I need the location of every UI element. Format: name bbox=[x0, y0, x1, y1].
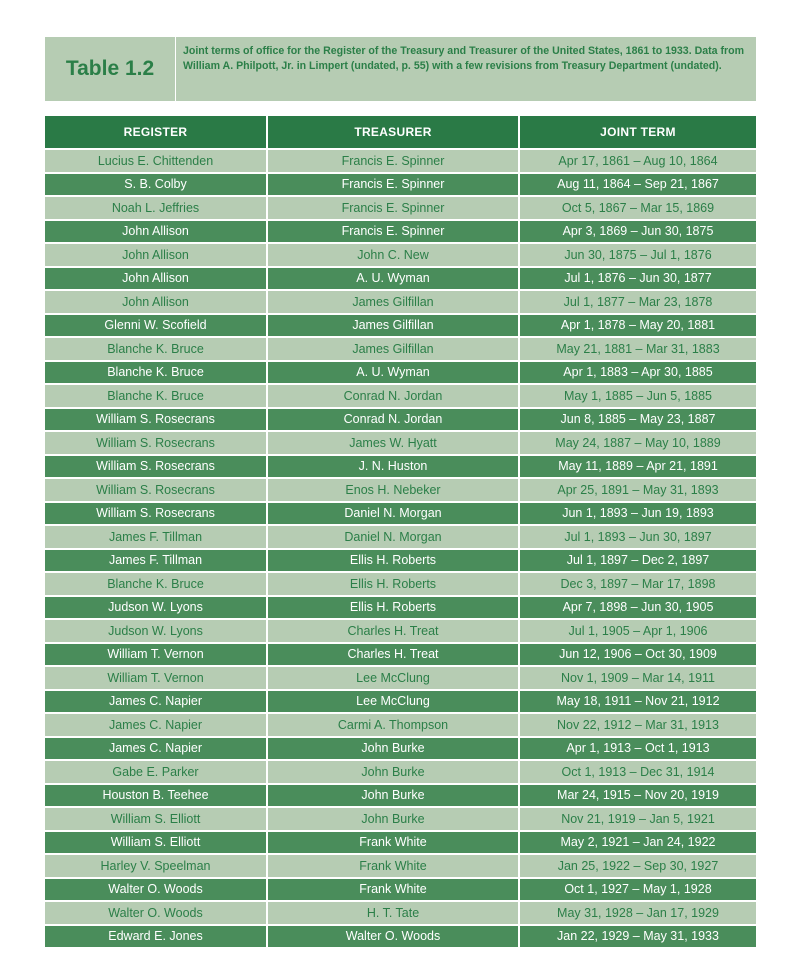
table-row bbox=[45, 619, 756, 643]
joint-term-cell: Oct 1, 1927 – May 1, 1928 bbox=[519, 878, 756, 902]
table-body bbox=[45, 149, 756, 947]
register-cell: William S. Rosecrans bbox=[45, 455, 267, 479]
treasurer-cell: Francis E. Spinner bbox=[267, 173, 519, 197]
table-row bbox=[45, 361, 756, 385]
joint-term-cell: Jul 1, 1877 – Mar 23, 1878 bbox=[519, 290, 756, 314]
caption-text: Joint terms of office for the Register of the Treasury and Treasurer of the United States, 1861 to 1933. Data from William A. Philpott, Jr. in Limpert (undated, p. 55) with a few revisions from Treasury Department (undated). bbox=[183, 45, 745, 72]
joint-term-cell: Jul 1, 1893 – Jun 30, 1897 bbox=[519, 525, 756, 549]
register-cell: Blanche K. Bruce bbox=[45, 361, 267, 385]
treasurer-cell: Frank White bbox=[267, 878, 519, 902]
table-row bbox=[45, 408, 756, 432]
joint-term-cell: Jul 1, 1897 – Dec 2, 1897 bbox=[519, 549, 756, 573]
register-cell: Edward E. Jones bbox=[45, 925, 267, 948]
treasurer-cell: Daniel N. Morgan bbox=[267, 502, 519, 526]
register-cell: Walter O. Woods bbox=[45, 878, 267, 902]
treasurer-cell: John Burke bbox=[267, 784, 519, 808]
table-row bbox=[45, 831, 756, 855]
register-cell: William S. Elliott bbox=[45, 831, 267, 855]
table-row bbox=[45, 243, 756, 267]
joint-term-cell: Apr 3, 1869 – Jun 30, 1875 bbox=[519, 220, 756, 244]
table-row bbox=[45, 572, 756, 596]
header-joint-term: JOINT TERM bbox=[519, 116, 756, 149]
treasurer-cell: Francis E. Spinner bbox=[267, 196, 519, 220]
treasurer-cell: Walter O. Woods bbox=[267, 925, 519, 948]
table-row bbox=[45, 314, 756, 338]
joint-term-cell: Jun 30, 1875 – Jul 1, 1876 bbox=[519, 243, 756, 267]
table-row bbox=[45, 784, 756, 808]
joint-term-cell: May 11, 1889 – Apr 21, 1891 bbox=[519, 455, 756, 479]
register-cell: William S. Rosecrans bbox=[45, 408, 267, 432]
joint-term-cell: Apr 1, 1883 – Apr 30, 1885 bbox=[519, 361, 756, 385]
joint-term-cell: Aug 11, 1864 – Sep 21, 1867 bbox=[519, 173, 756, 197]
register-cell: Judson W. Lyons bbox=[45, 619, 267, 643]
joint-term-cell: Jan 25, 1922 – Sep 30, 1927 bbox=[519, 854, 756, 878]
joint-term-cell: May 18, 1911 – Nov 21, 1912 bbox=[519, 690, 756, 714]
register-cell: William S. Rosecrans bbox=[45, 431, 267, 455]
register-cell: Gabe E. Parker bbox=[45, 760, 267, 784]
table-row bbox=[45, 596, 756, 620]
register-cell: James C. Napier bbox=[45, 737, 267, 761]
register-cell: John Allison bbox=[45, 243, 267, 267]
joint-term-cell: Jan 22, 1929 – May 31, 1933 bbox=[519, 925, 756, 948]
table-row bbox=[45, 737, 756, 761]
joint-term-cell: Apr 1, 1913 – Oct 1, 1913 bbox=[519, 737, 756, 761]
joint-term-cell: Apr 1, 1878 – May 20, 1881 bbox=[519, 314, 756, 338]
table-row bbox=[45, 925, 756, 948]
caption-divider bbox=[175, 37, 176, 101]
treasurer-cell: James Gilfillan bbox=[267, 337, 519, 361]
register-cell: Glenni W. Scofield bbox=[45, 314, 267, 338]
register-cell: Blanche K. Bruce bbox=[45, 384, 267, 408]
table-row bbox=[45, 549, 756, 573]
table-row bbox=[45, 431, 756, 455]
joint-term-cell: Mar 24, 1915 – Nov 20, 1919 bbox=[519, 784, 756, 808]
table-row bbox=[45, 220, 756, 244]
register-cell: Walter O. Woods bbox=[45, 901, 267, 925]
treasurer-cell: Lee McClung bbox=[267, 666, 519, 690]
treasurer-cell: Francis E. Spinner bbox=[267, 220, 519, 244]
treasurer-cell: John Burke bbox=[267, 807, 519, 831]
register-cell: William T. Vernon bbox=[45, 643, 267, 667]
treasurer-cell: Frank White bbox=[267, 831, 519, 855]
joint-term-cell: Oct 1, 1913 – Dec 31, 1914 bbox=[519, 760, 756, 784]
treasurer-cell: John Burke bbox=[267, 737, 519, 761]
joint-term-cell: Apr 17, 1861 – Aug 10, 1864 bbox=[519, 149, 756, 173]
joint-terms-table bbox=[45, 116, 756, 947]
table-row bbox=[45, 502, 756, 526]
register-cell: James F. Tillman bbox=[45, 525, 267, 549]
table-row bbox=[45, 478, 756, 502]
table-row bbox=[45, 455, 756, 479]
joint-term-cell: Jul 1, 1876 – Jun 30, 1877 bbox=[519, 267, 756, 291]
header-treasurer: TREASURER bbox=[267, 116, 519, 149]
register-cell: Blanche K. Bruce bbox=[45, 572, 267, 596]
register-cell: Harley V. Speelman bbox=[45, 854, 267, 878]
table-row bbox=[45, 666, 756, 690]
joint-term-cell: Jun 12, 1906 – Oct 30, 1909 bbox=[519, 643, 756, 667]
joint-term-cell: Dec 3, 1897 – Mar 17, 1898 bbox=[519, 572, 756, 596]
table-row bbox=[45, 384, 756, 408]
register-cell: Houston B. Teehee bbox=[45, 784, 267, 808]
treasurer-cell: James W. Hyatt bbox=[267, 431, 519, 455]
treasurer-cell: J. N. Huston bbox=[267, 455, 519, 479]
joint-term-cell: Jun 8, 1885 – May 23, 1887 bbox=[519, 408, 756, 432]
table-row bbox=[45, 760, 756, 784]
table-row bbox=[45, 149, 756, 173]
register-cell: Noah L. Jeffries bbox=[45, 196, 267, 220]
treasurer-cell: James Gilfillan bbox=[267, 290, 519, 314]
register-cell: William S. Elliott bbox=[45, 807, 267, 831]
table-row bbox=[45, 173, 756, 197]
joint-term-cell: May 24, 1887 – May 10, 1889 bbox=[519, 431, 756, 455]
treasurer-cell: Carmi A. Thompson bbox=[267, 713, 519, 737]
treasurer-cell: Lee McClung bbox=[267, 690, 519, 714]
treasurer-cell: A. U. Wyman bbox=[267, 361, 519, 385]
register-cell: S. B. Colby bbox=[45, 173, 267, 197]
register-cell: John Allison bbox=[45, 267, 267, 291]
table-row bbox=[45, 337, 756, 361]
joint-term-cell: Nov 1, 1909 – Mar 14, 1911 bbox=[519, 666, 756, 690]
treasurer-cell: Conrad N. Jordan bbox=[267, 408, 519, 432]
treasurer-cell: Ellis H. Roberts bbox=[267, 549, 519, 573]
register-cell: William S. Rosecrans bbox=[45, 502, 267, 526]
register-cell: James F. Tillman bbox=[45, 549, 267, 573]
joint-term-cell: Oct 5, 1867 – Mar 15, 1869 bbox=[519, 196, 756, 220]
table-row bbox=[45, 196, 756, 220]
treasurer-cell: Daniel N. Morgan bbox=[267, 525, 519, 549]
treasurer-cell: Frank White bbox=[267, 854, 519, 878]
joint-term-cell: May 31, 1928 – Jan 17, 1929 bbox=[519, 901, 756, 925]
table-row bbox=[45, 290, 756, 314]
register-cell: Lucius E. Chittenden bbox=[45, 149, 267, 173]
register-cell: William S. Rosecrans bbox=[45, 478, 267, 502]
treasurer-cell: John C. New bbox=[267, 243, 519, 267]
treasurer-cell: Ellis H. Roberts bbox=[267, 572, 519, 596]
joint-term-cell: May 2, 1921 – Jan 24, 1922 bbox=[519, 831, 756, 855]
treasurer-cell: Francis E. Spinner bbox=[267, 149, 519, 173]
joint-term-cell: Jul 1, 1905 – Apr 1, 1906 bbox=[519, 619, 756, 643]
table-row bbox=[45, 807, 756, 831]
register-cell: Judson W. Lyons bbox=[45, 596, 267, 620]
table-caption bbox=[45, 37, 756, 101]
treasurer-cell: Charles H. Treat bbox=[267, 643, 519, 667]
register-cell: James C. Napier bbox=[45, 713, 267, 737]
treasurer-cell: John Burke bbox=[267, 760, 519, 784]
table-row bbox=[45, 525, 756, 549]
treasurer-cell: Charles H. Treat bbox=[267, 619, 519, 643]
joint-term-cell: Nov 22, 1912 – Mar 31, 1913 bbox=[519, 713, 756, 737]
joint-term-cell: May 21, 1881 – Mar 31, 1883 bbox=[519, 337, 756, 361]
table-row bbox=[45, 690, 756, 714]
table-number: Table 1.2 bbox=[65, 57, 155, 80]
joint-term-cell: Apr 7, 1898 – Jun 30, 1905 bbox=[519, 596, 756, 620]
joint-term-cell: Nov 21, 1919 – Jan 5, 1921 bbox=[519, 807, 756, 831]
register-cell: John Allison bbox=[45, 220, 267, 244]
table-row bbox=[45, 854, 756, 878]
table-row bbox=[45, 643, 756, 667]
register-cell: James C. Napier bbox=[45, 690, 267, 714]
joint-term-cell: Apr 25, 1891 – May 31, 1893 bbox=[519, 478, 756, 502]
table-row bbox=[45, 267, 756, 291]
joint-term-cell: Jun 1, 1893 – Jun 19, 1893 bbox=[519, 502, 756, 526]
treasurer-cell: Enos H. Nebeker bbox=[267, 478, 519, 502]
header-row bbox=[45, 116, 756, 149]
register-cell: Blanche K. Bruce bbox=[45, 337, 267, 361]
table-row bbox=[45, 878, 756, 902]
register-cell: William T. Vernon bbox=[45, 666, 267, 690]
treasurer-cell: Conrad N. Jordan bbox=[267, 384, 519, 408]
table-row bbox=[45, 713, 756, 737]
treasurer-cell: Ellis H. Roberts bbox=[267, 596, 519, 620]
joint-term-cell: May 1, 1885 – Jun 5, 1885 bbox=[519, 384, 756, 408]
table-row bbox=[45, 901, 756, 925]
header-register: REGISTER bbox=[45, 116, 267, 149]
treasurer-cell: H. T. Tate bbox=[267, 901, 519, 925]
treasurer-cell: James Gilfillan bbox=[267, 314, 519, 338]
register-cell: John Allison bbox=[45, 290, 267, 314]
treasurer-cell: A. U. Wyman bbox=[267, 267, 519, 291]
